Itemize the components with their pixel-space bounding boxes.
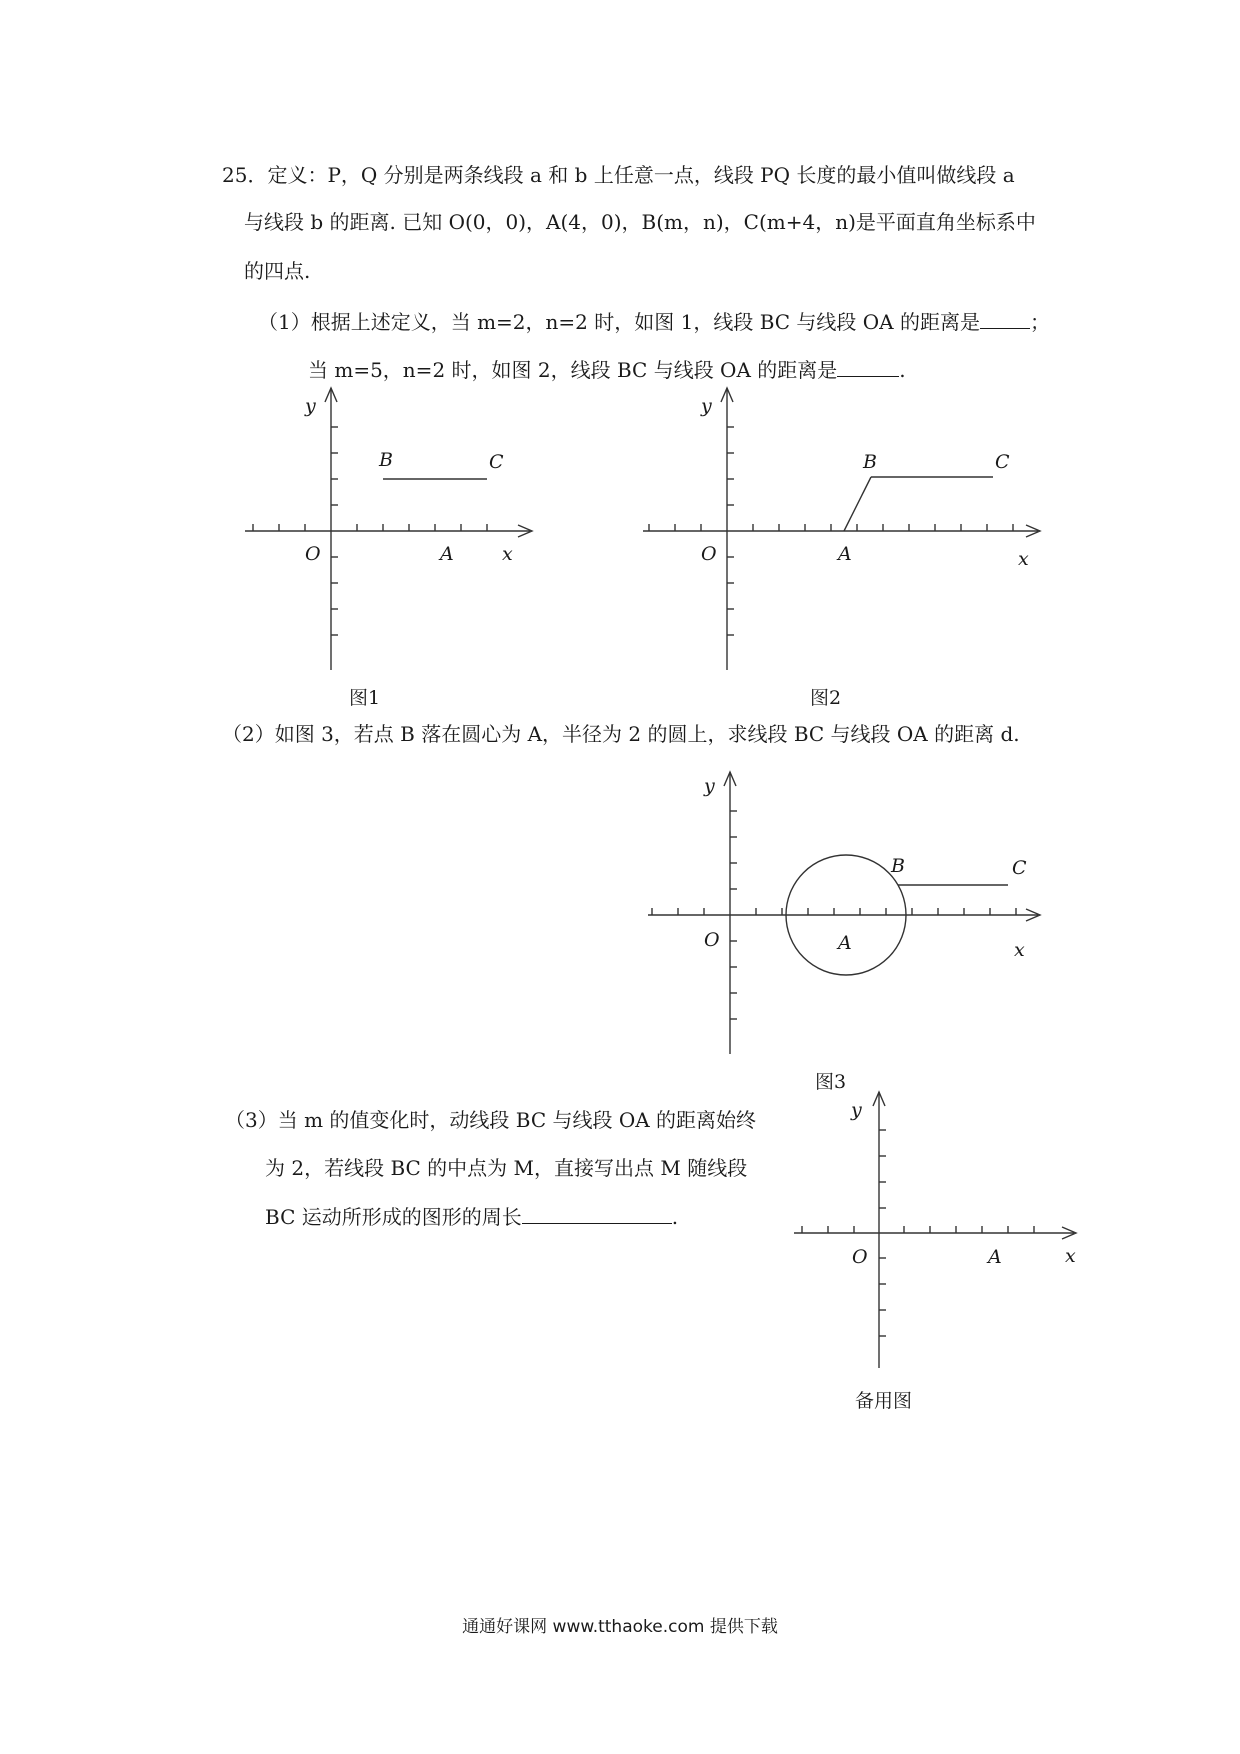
x-ticks: [802, 1226, 1034, 1233]
point-b-label: B: [891, 855, 905, 877]
figure-2-caption: 图2: [810, 687, 842, 709]
question-3-line-2: 为 2，若线段 BC 的中点为 M，直接写出点 M 随线段: [265, 1156, 748, 1180]
answer-blank-3: [522, 1201, 672, 1224]
page-footer: 通通好课网 www.tthaoke.com 提供下载: [462, 1617, 778, 1637]
figure-3: [648, 772, 1058, 1062]
figure-2: [643, 388, 1053, 678]
point-b-label: B: [863, 451, 877, 473]
point-c-label: C: [995, 451, 1010, 473]
figure-1: [245, 388, 545, 678]
segment-ab: [844, 477, 871, 531]
problem-statement-line-2: 与线段 b 的距离. 已知 O(0，0)，A(4，0)，B(m，n)，C(m+4，n)是平面直角坐标系中: [244, 210, 1036, 234]
question-1-end-1: ；: [1029, 310, 1050, 334]
point-a-label: A: [440, 543, 454, 565]
point-c-label: C: [1012, 857, 1027, 879]
point-a-label: A: [988, 1246, 1002, 1268]
question-1-end-2: .: [899, 358, 906, 382]
origin-label: O: [852, 1246, 868, 1268]
figure-spare: [794, 1092, 1094, 1382]
question-3-end: .: [671, 1205, 679, 1229]
origin-label: O: [305, 543, 321, 565]
question-1-line-1: [258, 306, 1050, 337]
answer-blank-2: [837, 354, 899, 377]
figure-1-caption: 图1: [349, 687, 381, 709]
question-3-line-1: （3）当 m 的值变化时，动线段 BC 与线段 OA 的距离始终: [225, 1108, 757, 1132]
question-1-line-2: [308, 354, 906, 385]
y-axis-label: y: [305, 395, 316, 417]
point-b-label: B: [379, 449, 393, 471]
question-1-text-1: （1）根据上述定义，当 m=2，n=2 时，如图 1，线段 BC 与线段 OA 的距离是: [258, 310, 980, 334]
problem-statement-line-1: 25．定义：P，Q 分别是两条线段 a 和 b 上任意一点，线段 PQ 长度的最小值叫做线段 a: [222, 163, 1015, 187]
origin-label: O: [701, 543, 717, 565]
x-ticks: [253, 524, 487, 531]
figure-spare-caption: 备用图: [855, 1390, 913, 1412]
y-axis-label: y: [701, 395, 712, 417]
x-ticks: [652, 908, 1016, 915]
question-1-text-2: 当 m=5，n=2 时，如图 2，线段 BC 与线段 OA 的距离是: [308, 358, 838, 382]
question-2: （2）如图 3，若点 B 落在圆心为 A，半径为 2 的圆上，求线段 BC 与线段 OA 的距离 d.: [222, 722, 1020, 746]
point-a-label: A: [838, 543, 852, 565]
y-axis-label: y: [704, 775, 715, 797]
answer-blank-1: [980, 306, 1030, 329]
question-3-line-3: [265, 1201, 678, 1232]
x-axis-label: x: [1018, 548, 1029, 570]
point-a-label: A: [838, 932, 852, 954]
problem-statement-line-3: 的四点.: [244, 259, 311, 283]
x-ticks: [649, 524, 1013, 531]
figure-3-caption: 图3: [815, 1071, 847, 1093]
x-axis-label: x: [502, 543, 513, 565]
origin-label: O: [704, 929, 720, 951]
y-axis-label: y: [851, 1099, 862, 1121]
point-c-label: C: [489, 451, 504, 473]
x-axis-label: x: [1065, 1245, 1076, 1267]
question-3-text-3: BC 运动所形成的图形的周长: [265, 1205, 522, 1229]
x-axis-label: x: [1014, 939, 1025, 961]
